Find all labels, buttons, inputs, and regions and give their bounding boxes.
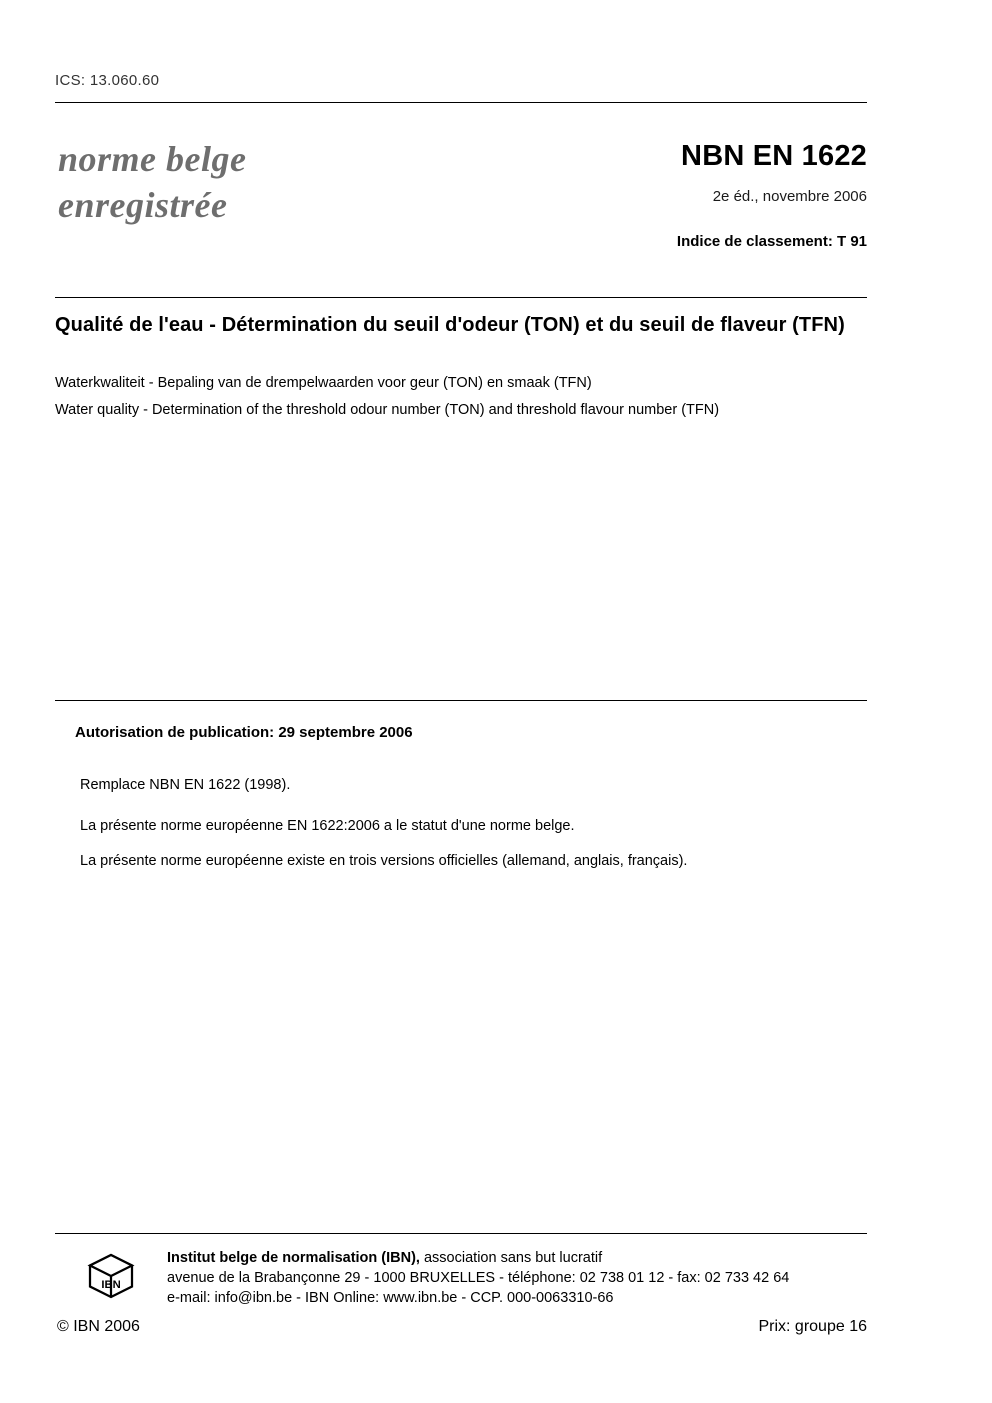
masthead-line-2: enregistrée: [58, 185, 228, 225]
footer-institute-text: [167, 1248, 789, 1308]
footer-copyright: © IBN 2006: [57, 1318, 140, 1335]
standard-number: NBN EN 1622: [681, 140, 867, 172]
divider-footer: [55, 1233, 867, 1234]
divider-top: [55, 102, 867, 103]
divider-title: [55, 297, 867, 298]
footer-org-name: Institut belge de normalisation (IBN),: [167, 1250, 420, 1266]
publication-note-status: La présente norme européenne EN 1622:2006 a le statut d'une norme belge.: [80, 818, 575, 834]
footer-contact: e-mail: info@ibn.be - IBN Online: www.ibn.be - CCP. 000-0063310-66: [167, 1290, 614, 1306]
footer-price-group: Prix: groupe 16: [758, 1318, 867, 1335]
standard-classification-index: Indice de classement: T 91: [676, 233, 867, 250]
title-english: Water quality - Determination of the threshold odour number (TON) and threshold flavour number (TFN): [55, 402, 720, 418]
standard-edition: 2e éd., novembre 2006: [712, 188, 867, 205]
divider-publication: [55, 700, 867, 701]
publication-authorisation: Autorisation de publication: 29 septembre 2006: [75, 724, 413, 741]
masthead: [58, 136, 246, 228]
title-french: Qualité de l'eau - Détermination du seuil d'odeur (TON) et du seuil de flaveur (TFN): [55, 314, 845, 336]
page-content: [55, 0, 867, 1403]
svg-text:IBN: IBN: [101, 1279, 121, 1291]
footer-org-suffix: association sans but lucratif: [419, 1250, 603, 1266]
publication-note-replaces: Remplace NBN EN 1622 (1998).: [80, 777, 291, 793]
ibn-logo-icon: [87, 1252, 135, 1300]
masthead-line-1: norme belge: [58, 139, 247, 179]
title-dutch: Waterkwaliteit - Bepaling van de drempelwaarden voor geur (TON) en smaak (TFN): [55, 375, 592, 391]
footer-address: avenue de la Brabançonne 29 - 1000 BRUXELLES - téléphone: 02 738 01 12 - fax: 02 733 42 64: [167, 1270, 790, 1286]
ics-code: ICS: 13.060.60: [55, 72, 160, 89]
publication-note-versions: La présente norme européenne existe en trois versions officielles (allemand, anglais, français).: [80, 853, 688, 869]
